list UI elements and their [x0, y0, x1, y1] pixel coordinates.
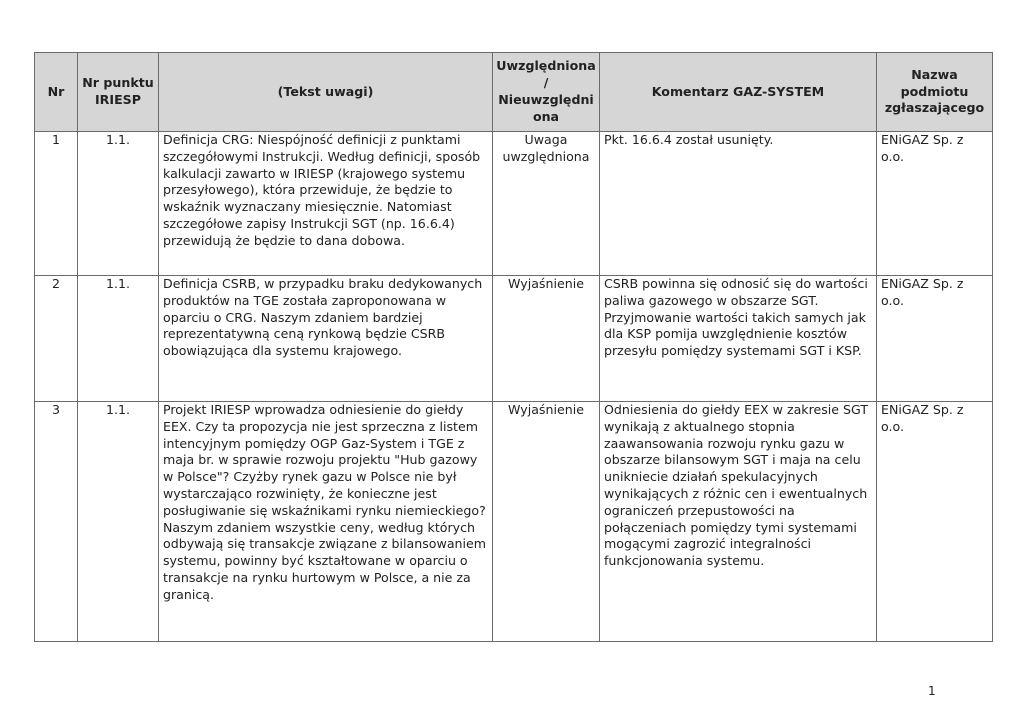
- table-body: [35, 132, 993, 642]
- row-comment: Odniesienia do giełdy EEX w zakresie SGT wynikają z aktualnego stopnia zaawansowania rozwoju rynku gazu w obszarze bilansowym SGT i maja na celu unikniecie działań spekulacyjnych wynikających z różnic cen i ewentualnych ograniczeń przepustowości na połączeniach pomiędzy tymi systemami mogącymi zagrozić integralności funkcjonowania systemu.: [600, 402, 877, 642]
- row-entity: ENiGAZ Sp. z o.o.: [877, 402, 993, 642]
- table-header: [35, 53, 993, 132]
- row-status: Wyjaśnienie: [493, 402, 600, 642]
- row-punkt: 1.1.: [78, 276, 159, 402]
- row-text: Definicja CRG: Niespójność definicji z punktami szczegółowymi Instrukcji. Według definicji, sposób kalkulacji zawarto w IRIESP (krajowego systemu przesyłowego), która przewiduje, że będzie to wskaźnik wyznaczany miesięcznie. Natomiast szczegółowe zapisy Instrukcji SGT (np. 16.6.4) przewidują że będzie to dana dobowa.: [159, 132, 493, 276]
- header-row: [35, 53, 993, 132]
- header-nr: Nr: [35, 53, 78, 132]
- row-comment: CSRB powinna się odnosić się do wartości paliwa gazowego w obszarze SGT. Przyjmowanie wartości takich samych jak dla KSP pomija uwzględnienie kosztów przesyłu pomiędzy systemami SGT i KSP.: [600, 276, 877, 402]
- row-text: Projekt IRIESP wprowadza odniesienie do giełdy EEX. Czy ta propozycja nie jest sprzeczna z listem intencyjnym pomiędzy OGP Gaz-System i TGE z maja br. w sprawie rozwoju projektu "Hub gazowy w Polsce"? Czyżby rynek gazu w Polsce nie był wystarczająco rozwinięty, że konieczne jest posługiwanie się wskaźnikami rynku niemieckiego? Naszym zdaniem wszystkie ceny, według których odbywają się transakcje związane z bilansowaniem systemu, powinny być kształtowane w oparciu o transakcje na rynku hurtowym w Polsce, a nie za granicą.: [159, 402, 493, 642]
- row-entity: ENiGAZ Sp. z o.o.: [877, 132, 993, 276]
- table-row: [35, 132, 993, 276]
- header-punkt: Nr punktu IRIESP: [78, 53, 159, 132]
- table-row: [35, 402, 993, 642]
- row-punkt: 1.1.: [78, 132, 159, 276]
- header-status: Uwzględniona / Nieuwzględni ona: [493, 53, 600, 132]
- row-comment: Pkt. 16.6.4 został usunięty.: [600, 132, 877, 276]
- header-text: (Tekst uwagi): [159, 53, 493, 132]
- row-nr: 1: [35, 132, 78, 276]
- page-number: 1: [928, 684, 936, 698]
- row-status: Uwaga uwzględniona: [493, 132, 600, 276]
- row-nr: 3: [35, 402, 78, 642]
- table-row: [35, 276, 993, 402]
- comments-table: [34, 52, 993, 642]
- row-entity: ENiGAZ Sp. z o.o.: [877, 276, 993, 402]
- row-punkt: 1.1.: [78, 402, 159, 642]
- row-nr: 2: [35, 276, 78, 402]
- row-text: Definicja CSRB, w przypadku braku dedykowanych produktów na TGE została zaproponowana w oparciu o CRG. Naszym zdaniem bardziej reprezentatywną ceną rynkową będzie CSRB obowiązująca dla systemu krajowego.: [159, 276, 493, 402]
- row-status: Wyjaśnienie: [493, 276, 600, 402]
- header-comment: Komentarz GAZ-SYSTEM: [600, 53, 877, 132]
- header-entity: Nazwa podmiotu zgłaszającego: [877, 53, 993, 132]
